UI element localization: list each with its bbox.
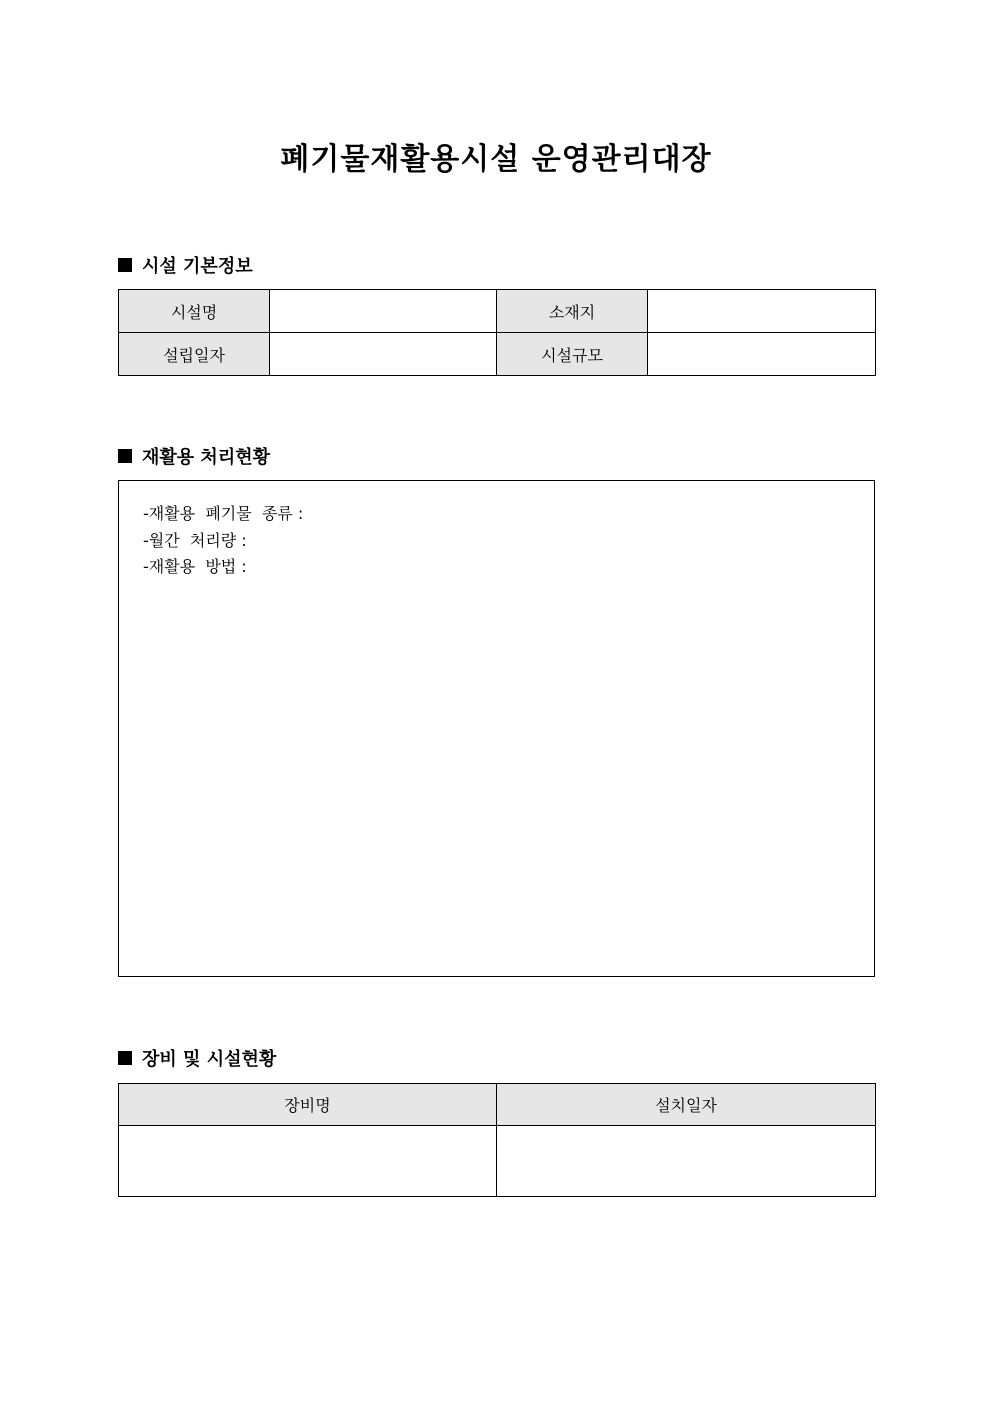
- section-heading-label: 시설 기본정보: [142, 256, 253, 277]
- recycling-status-box[interactable]: [118, 480, 875, 977]
- label-established-date: 설립일자: [119, 333, 270, 376]
- label-facility-scale: 시설규모: [497, 333, 648, 376]
- black-square-icon: [118, 258, 132, 272]
- table-row: [119, 1126, 876, 1197]
- table-row: [119, 290, 876, 333]
- section-heading-label: 재활용 처리현황: [142, 447, 270, 468]
- black-square-icon: [118, 449, 132, 463]
- black-square-icon: [118, 1051, 132, 1065]
- section-heading-basic-info: [118, 253, 253, 277]
- value-facility-name[interactable]: [270, 290, 497, 333]
- label-location: 소재지: [497, 290, 648, 333]
- monthly-amount-line: -월간 처리량 :: [143, 530, 247, 550]
- table-row: [119, 333, 876, 376]
- label-facility-name: 시설명: [119, 290, 270, 333]
- cell-equipment-name[interactable]: [119, 1126, 497, 1197]
- cell-install-date[interactable]: [497, 1126, 876, 1197]
- basic-info-table: [118, 289, 876, 376]
- recycling-method-line: -재활용 방법 :: [143, 557, 247, 576]
- column-header-equipment-name: 장비명: [119, 1084, 497, 1126]
- waste-type-line: -재활용 폐기물 종류 :: [143, 504, 304, 523]
- equipment-table: [118, 1083, 876, 1197]
- value-established-date[interactable]: [270, 333, 497, 376]
- section-heading-equipment: [118, 1046, 276, 1070]
- column-header-install-date: 설치일자: [497, 1084, 876, 1126]
- value-facility-scale[interactable]: [648, 333, 876, 376]
- page-title: 폐기물재활용시설 운영관리대장: [280, 142, 712, 177]
- section-heading-label: 장비 및 시설현황: [142, 1049, 277, 1070]
- value-location[interactable]: [648, 290, 876, 333]
- table-header-row: [119, 1084, 876, 1126]
- section-heading-recycling-status: [118, 444, 270, 468]
